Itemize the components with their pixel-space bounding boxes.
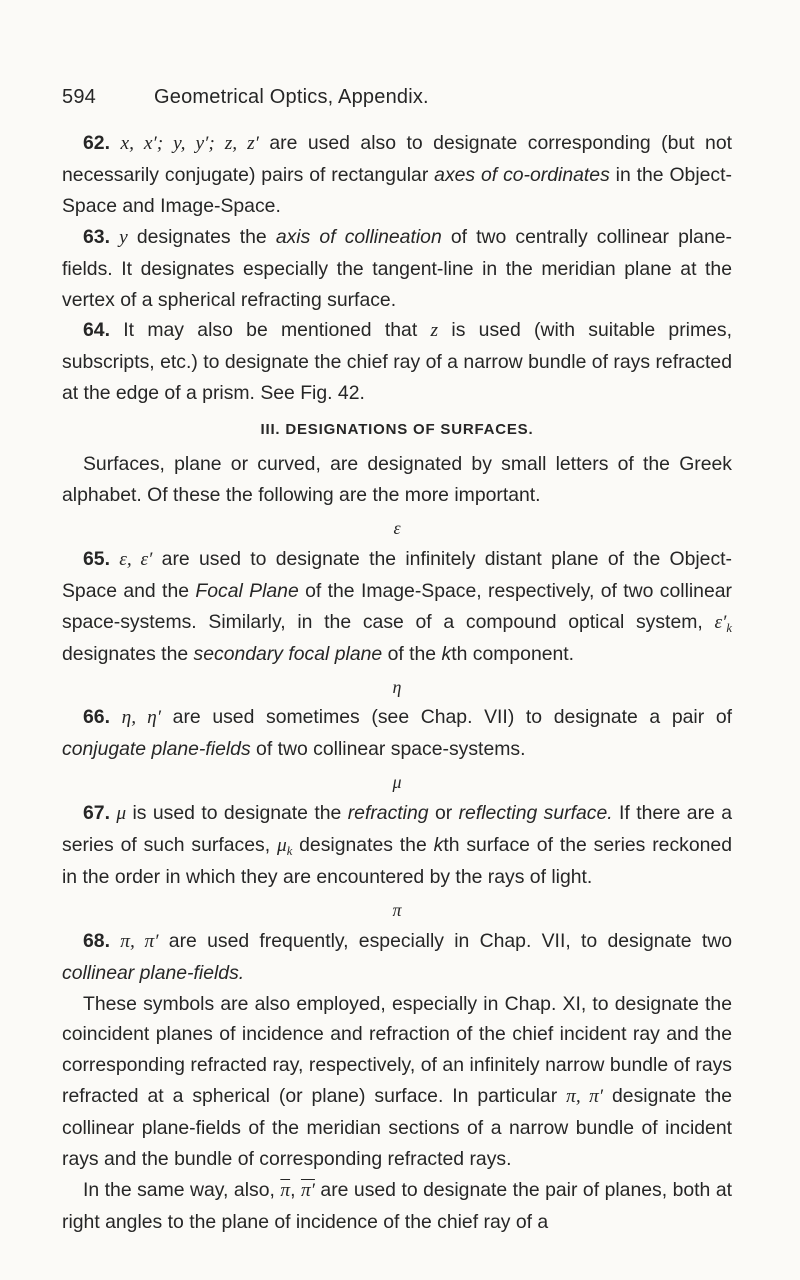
text: designates the [292, 834, 434, 857]
symbol: ε′ [714, 611, 727, 633]
emphasis: collinear plane-fields. [62, 961, 245, 984]
paragraph-68-final [62, 1175, 732, 1238]
text: designates the [127, 225, 276, 248]
text: In the same way, also, [83, 1179, 281, 1201]
symbol: π, π′ [566, 1086, 604, 1108]
symbol: η, η′ [121, 707, 162, 729]
symbol: μ [276, 835, 287, 857]
text: of the Image-Space, respectively, of two collinear space-systems. Similarly, in the case of a compound optical system, [62, 579, 732, 633]
paragraph-number: 64. [83, 319, 110, 342]
paragraph-64 [62, 315, 732, 409]
symbol-heading-mu: μ [392, 772, 402, 793]
text: are used sometimes (see Chap. VII) to designate a pair of [161, 706, 732, 729]
symbol: ε, ε′ [119, 548, 153, 570]
text: th surface of the series reckoned in the order in which they are encountered by the rays of light. [62, 834, 732, 888]
symbol: y [119, 226, 128, 248]
paragraph-number: 65. [83, 547, 110, 570]
section-heading: III. DESIGNATIONS OF SURFACES. [260, 421, 534, 439]
text: of two centrally collinear plane-fields. It designates especially the tangent-line in the meridian plane at the vertex of a spherical refracting surface. [62, 225, 732, 311]
section-intro: Surfaces, plane or curved, are designated by small letters of the Greek alphabet. Of these the following are the more important. [62, 453, 732, 507]
text: designates the [62, 642, 194, 665]
paragraph-62 [62, 128, 732, 222]
paragraph-66 [62, 702, 732, 765]
paragraph-number: 66. [83, 706, 110, 729]
symbol-heading-epsilon: ε [393, 517, 401, 538]
symbol: μ [116, 803, 127, 825]
symbol-overlined: $\overline{\pi}$ [280, 1180, 291, 1201]
text: is used to designate the [126, 802, 348, 825]
page-number: 594 [62, 86, 96, 108]
text: of the [382, 642, 442, 665]
text: are used to designate the pair of planes, both at right angles to the plane of incidence of the chief ray of a [62, 1179, 732, 1233]
text: designate the collinear plane-fields of the meridian sections of a narrow bundle of incident rays and the bundle of corresponding refracted rays. [62, 1085, 733, 1171]
text: in the Object-Space and Image-Space. [62, 163, 732, 217]
paragraph-number: 67. [83, 802, 110, 825]
emphasis: axis of collineation [275, 225, 442, 248]
running-header [62, 86, 732, 109]
running-title: Geometrical Optics, Appendix. [154, 86, 429, 108]
emphasis: k [433, 834, 444, 857]
text: is used (with suitable primes, subscripts, etc.) to designate the chief ray of a narrow bundle of rays refracted at the edge of a prism. See Fig. 42. [62, 319, 732, 405]
symbol: z [430, 320, 439, 342]
paragraph-65 [62, 544, 732, 670]
text: or [428, 802, 459, 825]
text: These symbols are also employed, especially in Chap. XI, to designate the coincident planes of incidence and refraction of the chief incident ray and the corresponding refracted ray, respectively, of an infinitely narrow bundle of rays refracted at a spherical (or plane) surface. In particular [62, 992, 732, 1108]
text: It may also be mentioned that [109, 319, 431, 342]
emphasis: refracting [347, 802, 429, 825]
paragraph-number: 63. [83, 225, 110, 248]
text: If there are a series of such surfaces, [62, 802, 732, 857]
emphasis: conjugate plane-fields [62, 738, 251, 761]
text: of two collinear space-systems. [250, 738, 526, 761]
text: are used also to designate corresponding (but not necessarily conjugate) pairs of rectangular [62, 132, 732, 186]
subscript: k [726, 620, 732, 635]
page [62, 86, 732, 1238]
symbol: π, π′ [120, 930, 159, 952]
text: are used to designate the infinitely distant plane of the Object-Space and the [62, 547, 733, 602]
symbol-heading-eta: η [392, 676, 402, 697]
text: are used frequently, especially in Chap. VII, to designate two [158, 929, 732, 952]
text: th component. [451, 642, 575, 665]
subscript: k [286, 843, 293, 858]
text: , [290, 1179, 301, 1201]
paragraph-68-continued [62, 989, 732, 1175]
paragraph-63 [62, 222, 732, 316]
emphasis: axes of co-ordinates [434, 163, 610, 186]
emphasis: reflecting surface. [458, 802, 613, 825]
paragraph-number: 62. [83, 132, 110, 154]
paragraph-67 [62, 798, 732, 893]
symbol: x, x′; y, y′; z, z′ [120, 133, 259, 154]
emphasis: secondary focal plane [193, 642, 383, 665]
paragraph-68 [62, 926, 732, 989]
paragraph-number: 68. [83, 929, 110, 952]
symbol-heading-pi: π [392, 899, 402, 920]
emphasis: k [441, 642, 452, 665]
symbol-overlined: π′ [300, 1180, 315, 1201]
emphasis: Focal Plane [195, 579, 299, 602]
